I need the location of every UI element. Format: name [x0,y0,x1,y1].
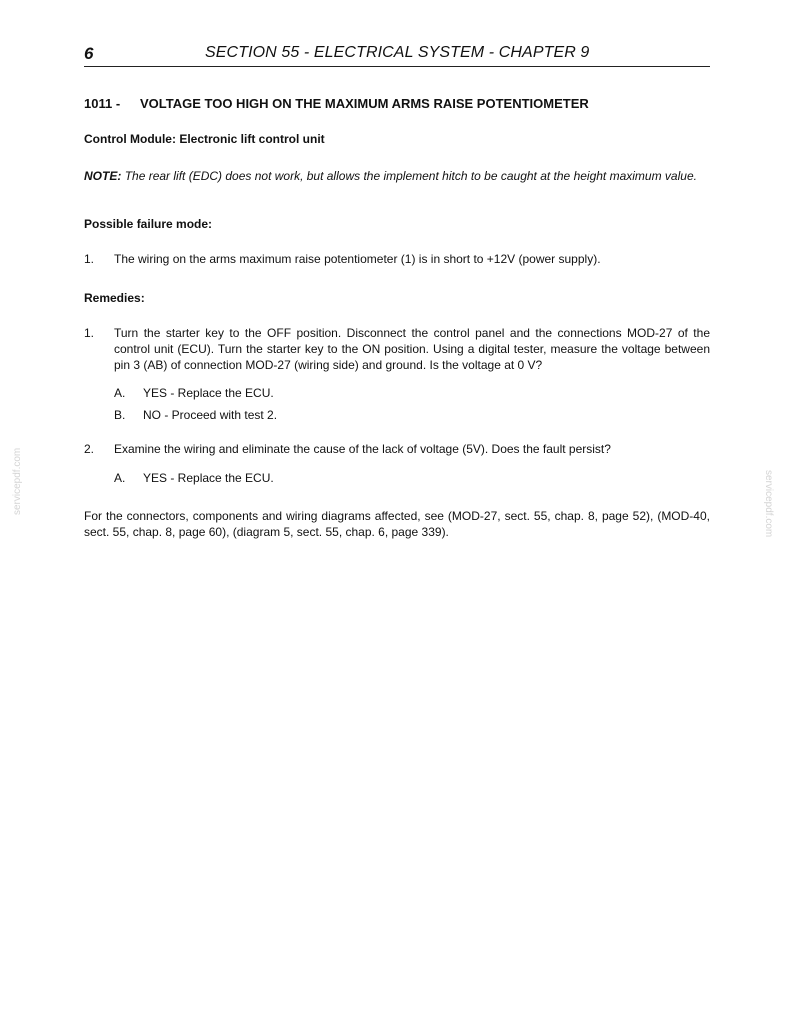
section-title: VOLTAGE TOO HIGH ON THE MAXIMUM ARMS RAISE POTENTIOMETER [140,96,589,111]
references-paragraph: For the connectors, components and wiring diagrams affected, see (MOD-27, sect. 55, chap. 8, page 52), (MOD-40, sect. 55, chap. 8, page 60), (diagram 5, sect. 55, chap. 6, page 339). [84,509,710,539]
watermark-left: servicepdf.com [12,447,23,515]
header-title: SECTION 55 - ELECTRICAL SYSTEM - CHAPTER 9 [205,44,590,61]
section-heading [84,96,589,111]
sub-text: YES - Replace the ECU. [143,386,274,400]
list-item-text: Examine the wiring and eliminate the cause of the lack of voltage (5V). Does the fault persist? [114,442,611,456]
note [84,168,710,184]
remedy-sub-item [114,407,674,423]
sub-letter: A. [114,471,126,485]
control-module-label: Control Module: Electronic lift control unit [84,132,325,146]
remedy-item [84,325,710,373]
failure-mode-item [84,251,710,267]
remedy-sub-item [114,385,674,401]
sub-text: YES - Replace the ECU. [143,471,274,485]
section-code: 1011 - [84,96,121,111]
remedy-item [84,441,710,457]
list-number: 1. [84,326,95,340]
list-number: 1. [84,252,95,266]
note-label: NOTE: [84,169,122,183]
watermark-right: servicepdf.com [763,470,774,538]
header-rule [84,66,710,67]
sub-letter: A. [114,386,126,400]
remedies-heading: Remedies: [84,291,145,305]
note-text: The rear lift (EDC) does not work, but allows the implement hitch to be caught at the height maximum value. [124,169,697,183]
remedy-sub-item [114,470,674,486]
sub-letter: B. [114,408,126,422]
page-number: 6 [84,44,94,63]
list-item-text: The wiring on the arms maximum raise potentiometer (1) is in short to +12V (power supply). [114,252,601,266]
failure-mode-heading: Possible failure mode: [84,217,213,231]
sub-text: NO - Proceed with test 2. [143,408,278,422]
list-item-text: Turn the starter key to the OFF position. Disconnect the control panel and the connections MOD-27 of the control unit (ECU). Turn the starter key to the ON position. Using a digital tester, measure the voltage between pin 3 (AB) of connection MOD-27 (wiring side) and ground. Is the voltage at 0 V? [114,326,710,372]
list-number: 2. [84,442,95,456]
